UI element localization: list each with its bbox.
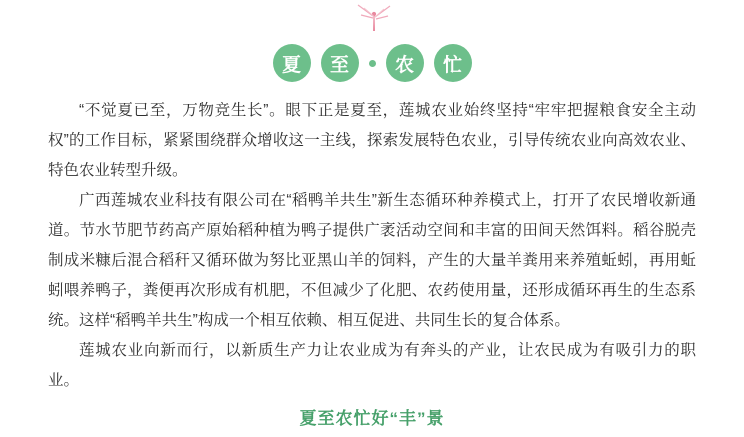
badge-xia: 夏 <box>273 44 311 82</box>
dragonfly-icon <box>352 2 396 34</box>
article-body <box>48 96 696 396</box>
article-paragraph-1: “不觉夏已至，万物竞生长”。眼下正是夏至，莲城农业始终坚持“牢牢把握粮食安全主动权”的工作目标，紧紧围绕群众增收这一主线，探索发展特色农业，引导传统农业向高效农业、特色农业转型升级。 <box>48 102 696 179</box>
badge-mang: 忙 <box>434 44 472 82</box>
badge-nong: 农 <box>386 44 424 82</box>
article-paragraph-2: 广西莲城农业科技有限公司在“稻鸭羊共生”新生态循环种养模式上，打开了农民增收新通道。节水节肥节药高产原始稻种植为鸭子提供广袤活动空间和丰富的田间天然饵料。稻谷脱壳制成米糠后混合稻秆又循环做为努比亚黑山羊的饲料，产生的大量羊粪用来养殖蚯蚓，再用蚯蚓喂养鸭子，粪便再次形成有机肥，不但减少了化肥、农药使用量，还形成循环再生的生态系统。这样“稻鸭羊共生”构成一个相互依赖、相互促进、共同生长的复合体系。 <box>48 192 696 329</box>
badge-separator-dot <box>369 60 376 67</box>
title-badge-row <box>0 44 744 82</box>
badge-zhi: 至 <box>321 44 359 82</box>
section-subheading: 夏至农忙好“丰”景 <box>299 409 445 428</box>
article-paragraph-3: 莲城农业向新而行，以新质生产力让农业成为有奔头的产业，让农民成为有吸引力的职业。 <box>48 342 696 389</box>
